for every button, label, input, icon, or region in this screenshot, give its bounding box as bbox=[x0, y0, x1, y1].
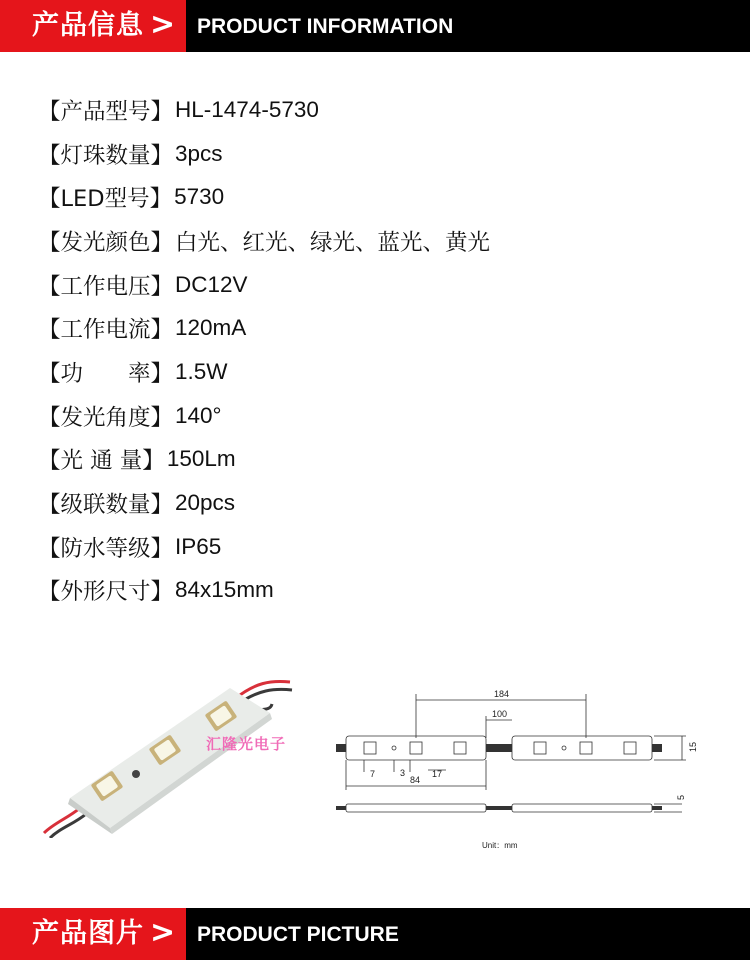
unit-note: Unit：mm bbox=[482, 841, 518, 850]
spec-value: 120mA bbox=[175, 315, 247, 341]
spec-row bbox=[38, 525, 490, 569]
spec-row bbox=[38, 88, 490, 132]
spec-label: 【功 率】 bbox=[38, 360, 174, 387]
chevron-right-icon: > bbox=[150, 7, 176, 42]
spec-value: DC12V bbox=[175, 271, 248, 297]
spec-row bbox=[38, 350, 490, 394]
spec-row bbox=[38, 175, 490, 219]
spec-label: 【光 通 量】 bbox=[38, 448, 165, 475]
spec-value: 白光、红光、绿光、蓝光、黄光 bbox=[175, 229, 491, 255]
spec-label: 【外形尺寸】 bbox=[38, 579, 174, 606]
spec-label: 【发光颜色】 bbox=[38, 229, 174, 256]
spec-value: 150Lm bbox=[166, 446, 236, 472]
section-header-info bbox=[0, 0, 750, 52]
spec-label: 【灯珠数量】 bbox=[38, 142, 174, 169]
spec-label: 【工作电流】 bbox=[38, 317, 174, 344]
dim-3-label: 3 bbox=[400, 768, 406, 778]
spec-row bbox=[38, 394, 490, 438]
spec-label: 【级联数量】 bbox=[38, 492, 174, 519]
spec-row bbox=[38, 438, 490, 482]
header-title-en: PRODUCT PICTURE bbox=[197, 923, 399, 946]
spec-row bbox=[38, 132, 490, 176]
spec-label: 【发光角度】 bbox=[38, 404, 174, 431]
header-title-cn: 产品图片 bbox=[32, 918, 144, 949]
header-title-en: PRODUCT INFORMATION bbox=[197, 15, 454, 38]
dim-length-label: 84 bbox=[410, 775, 421, 785]
chevron-right-icon: > bbox=[150, 915, 176, 950]
spec-row bbox=[38, 219, 490, 263]
spec-list bbox=[38, 88, 490, 612]
spec-label: 【工作电压】 bbox=[38, 273, 174, 300]
spec-row bbox=[38, 306, 490, 350]
spec-value: IP65 bbox=[175, 533, 222, 559]
spec-value: 5730 bbox=[174, 184, 225, 210]
spec-value: 3pcs bbox=[175, 140, 223, 166]
spec-value: HL-1474-5730 bbox=[175, 96, 319, 122]
header-title-cn: 产品信息 bbox=[32, 10, 144, 41]
dim-total-label: 184 bbox=[494, 689, 510, 699]
spec-value: 1.5W bbox=[175, 358, 228, 384]
spec-label: 【LED型号】 bbox=[38, 186, 173, 213]
spec-row bbox=[38, 569, 490, 613]
spec-value: 84x15mm bbox=[175, 577, 274, 603]
spec-value: 140° bbox=[175, 402, 222, 428]
dimension-drawing bbox=[336, 686, 706, 856]
dim-pitch-label: 100 bbox=[492, 709, 508, 719]
dim-thickness-label: 5 bbox=[676, 794, 686, 800]
section-header-picture bbox=[0, 908, 750, 960]
spec-row bbox=[38, 481, 490, 525]
dim-17-label: 17 bbox=[432, 769, 443, 779]
spec-label: 【防水等级】 bbox=[38, 535, 174, 562]
spec-label: 【产品型号】 bbox=[38, 98, 174, 125]
dim-height-label: 15 bbox=[688, 741, 698, 752]
spec-row bbox=[38, 263, 490, 307]
dim-7-label: 7 bbox=[370, 769, 376, 779]
watermark-text: 汇隆光电子 bbox=[206, 735, 287, 753]
spec-value: 20pcs bbox=[175, 490, 236, 516]
